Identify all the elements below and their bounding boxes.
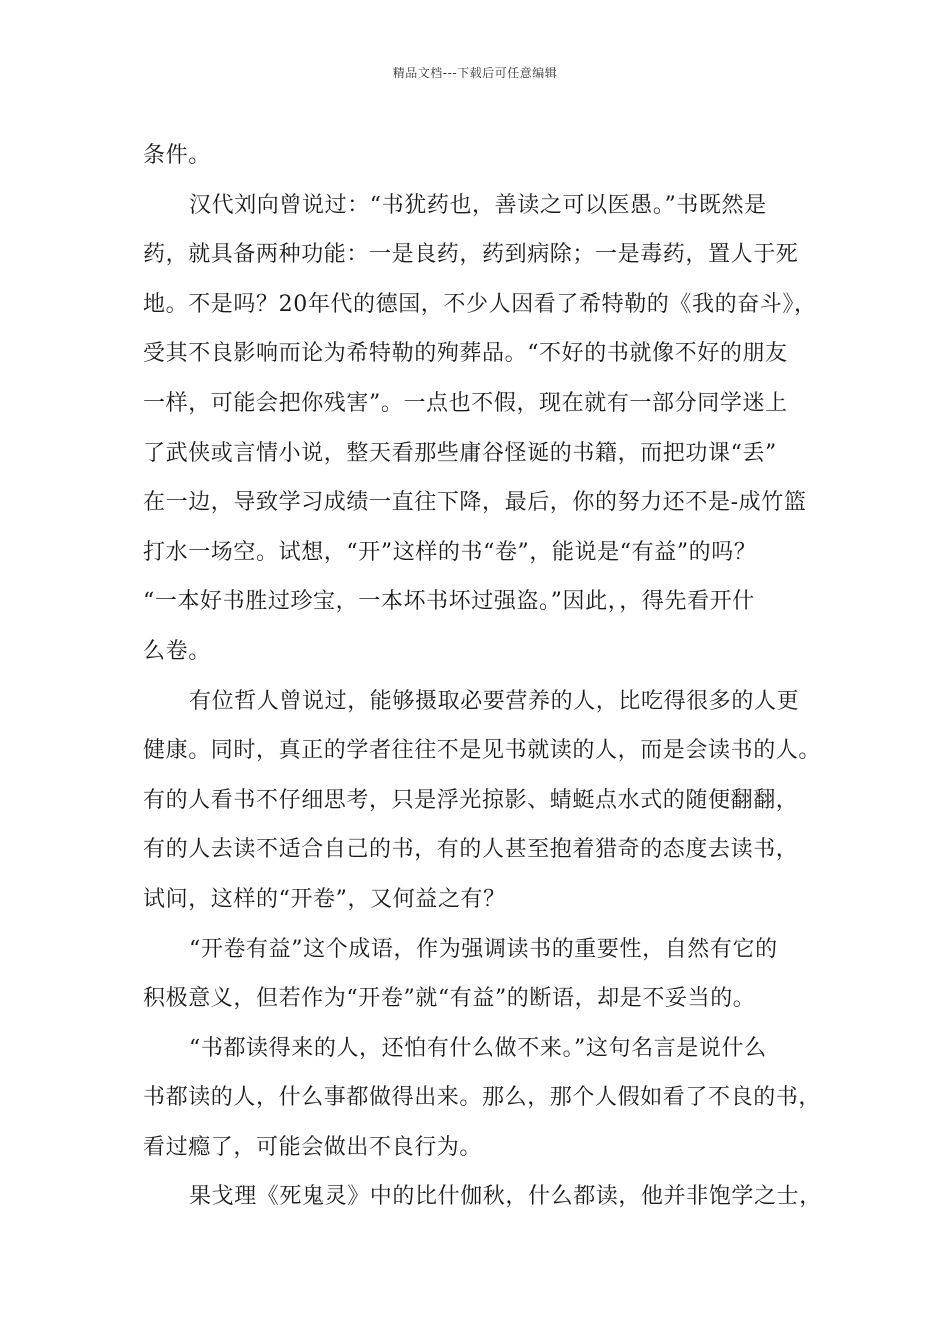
text-line: 在一边，导致学习成绩一直往下降，最后，你的努力还不是-成竹篮 bbox=[143, 490, 807, 516]
text-line: 看过瘾了，可能会做出不良行为。 bbox=[143, 1134, 483, 1160]
text-line: 有位哲人曾说过，能够摄取必要营养的人，比吃得很多的人更 bbox=[189, 688, 800, 714]
text-line: 么卷。 bbox=[143, 638, 211, 664]
body-text bbox=[143, 131, 823, 1222]
text-line: 打水一场空。试想，“开”这样的书“卷”，能说是“有益”的吗？ bbox=[143, 539, 757, 565]
text-line: 汉代刘向曾说过：“书犹药也，善读之可以医愚。”书既然是 bbox=[189, 192, 767, 218]
text-line: 有的人看书不仔细思考，只是浮光掠影、蜻蜓点水式的随便翻翻， bbox=[143, 787, 799, 813]
text-line: 条件。 bbox=[143, 143, 211, 168]
text-line: “开卷有益”这个成语，作为强调读书的重要性，自然有它的 bbox=[189, 936, 778, 962]
text-line: 了武侠或言情小说，整天看那些庸谷怪诞的书籍，而把功课“丢” bbox=[143, 440, 777, 466]
text-line: 有的人去读不适合自己的书，有的人甚至抱着猎奇的态度去读书， bbox=[143, 837, 799, 863]
text-line: 药，就具备两种功能：一是良药，药到病除；一是毒药，置人于死 bbox=[143, 242, 799, 268]
text-line: 积极意义，但若作为“开卷”就“有益”的断语，却是不妥当的。 bbox=[143, 986, 756, 1012]
text-line: 受其不良影响而论为希特勒的殉葬品。“不好的书就像不好的朋友 bbox=[143, 341, 788, 367]
text-line: 果戈理《死鬼灵》中的比什伽秋，什么都读，他并非饱学之士， bbox=[189, 1184, 822, 1210]
text-line: 书都读的人，什么事都做得出来。那么，那个人假如看了不良的书， bbox=[143, 1085, 822, 1111]
text-line: 一样，可能会把你残害”。一点也不假，现在就有一部分同学迷上 bbox=[143, 390, 788, 416]
text-line: “书都读得来的人，还怕有什么做不来。”这句名言是说什么 bbox=[189, 1035, 767, 1061]
text-line: 试问，这样的“开卷”，又何益之有？ bbox=[143, 886, 506, 912]
text-line: 健康。同时，真正的学者往往不是见书就读的人，而是会读书的人。 bbox=[143, 738, 822, 764]
page-header: 精品文档---下载后可任意编辑 bbox=[392, 66, 558, 80]
text-line: 地。不是吗？20年代的德国，不少人因看了希特勒的《我的奋斗》， bbox=[143, 291, 817, 317]
text-line: “一本好书胜过珍宝，一本坏书坏过强盗。”因此，，得先看开什 bbox=[143, 589, 755, 615]
